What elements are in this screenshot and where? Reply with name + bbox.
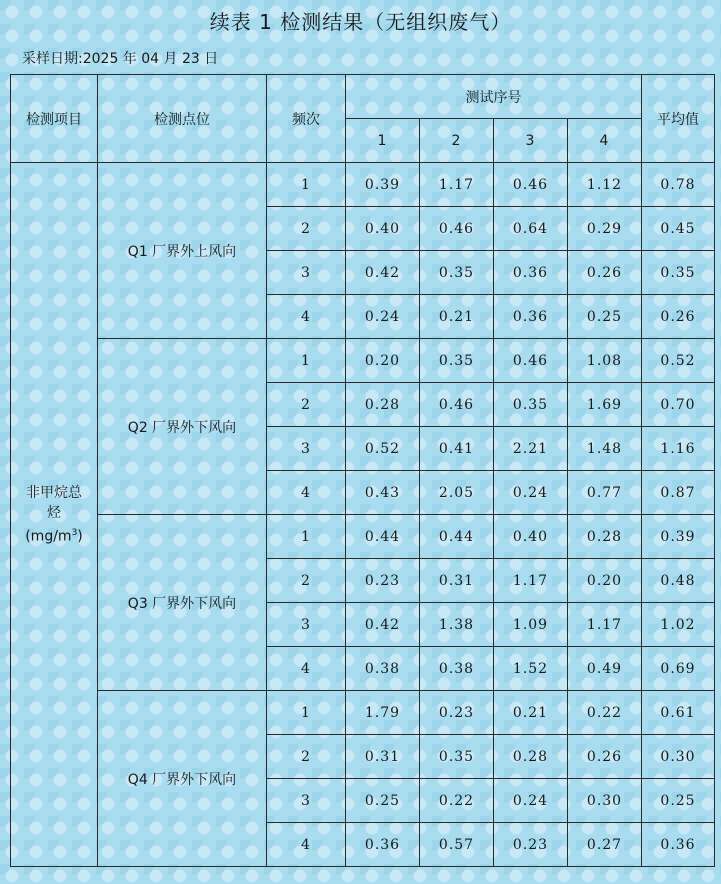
freq-cell: 4 [267,647,346,691]
freq-cell: 4 [267,295,346,339]
freq-cell: 2 [267,383,346,427]
value-cell: 1.08 [568,339,642,383]
value-cell: 0.44 [346,515,420,559]
avg-cell: 1.02 [642,603,715,647]
value-cell: 0.36 [494,295,568,339]
freq-cell: 2 [267,559,346,603]
header-no-3: 3 [494,119,568,163]
avg-cell: 0.48 [642,559,715,603]
value-cell: 0.26 [568,251,642,295]
point-cell: Q3 厂界外下风向 [98,515,267,691]
value-cell: 0.46 [420,383,494,427]
value-cell: 0.24 [346,295,420,339]
item-name-line2: 烃 [47,504,61,521]
value-cell: 0.23 [420,691,494,735]
value-cell: 0.64 [494,207,568,251]
avg-cell: 0.25 [642,779,715,823]
table-row [11,691,715,735]
avg-cell: 0.69 [642,647,715,691]
value-cell: 1.48 [568,427,642,471]
page-title: 续表 1 检测结果（无组织废气） [209,10,512,34]
value-cell: 0.24 [494,471,568,515]
freq-cell: 3 [267,603,346,647]
table-row [11,515,715,559]
value-cell: 1.69 [568,383,642,427]
value-cell: 0.42 [346,603,420,647]
header-freq: 频次 [267,75,346,163]
item-unit-close: ) [77,528,83,545]
point-cell: Q2 厂界外下风向 [98,339,267,515]
value-cell: 0.21 [420,295,494,339]
avg-cell: 1.16 [642,427,715,471]
table-row [11,339,715,383]
table-row [11,163,715,207]
value-cell: 1.17 [494,559,568,603]
avg-cell: 0.87 [642,471,715,515]
value-cell: 0.49 [568,647,642,691]
value-cell: 1.09 [494,603,568,647]
value-cell: 0.22 [420,779,494,823]
value-cell: 0.77 [568,471,642,515]
value-cell: 0.21 [494,691,568,735]
freq-cell: 1 [267,515,346,559]
freq-cell: 4 [267,471,346,515]
avg-cell: 0.61 [642,691,715,735]
value-cell: 0.27 [568,823,642,867]
avg-cell: 0.36 [642,823,715,867]
value-cell: 0.35 [420,339,494,383]
value-cell: 1.12 [568,163,642,207]
value-cell: 0.23 [494,823,568,867]
sampling-date: 采样日期:2025 年 04 月 23 日 [22,51,219,67]
freq-cell: 1 [267,339,346,383]
item-cell [11,163,98,867]
value-cell: 0.39 [346,163,420,207]
value-cell: 0.35 [494,383,568,427]
value-cell: 1.52 [494,647,568,691]
freq-cell: 1 [267,691,346,735]
value-cell: 1.79 [346,691,420,735]
value-cell: 0.30 [568,779,642,823]
item-unit-base: (mg/m [25,528,72,545]
value-cell: 0.41 [420,427,494,471]
value-cell: 2.05 [420,471,494,515]
value-cell: 0.52 [346,427,420,471]
avg-cell: 0.39 [642,515,715,559]
value-cell: 0.31 [420,559,494,603]
value-cell: 2.21 [494,427,568,471]
freq-cell: 3 [267,251,346,295]
value-cell: 0.38 [346,647,420,691]
value-cell: 0.23 [346,559,420,603]
freq-cell: 2 [267,207,346,251]
value-cell: 0.40 [494,515,568,559]
table-body [11,163,715,867]
value-cell: 1.17 [420,163,494,207]
header-item: 检测项目 [11,75,98,163]
point-cell: Q1 厂界外上风向 [98,163,267,339]
value-cell: 0.46 [420,207,494,251]
value-cell: 0.57 [420,823,494,867]
value-cell: 0.29 [568,207,642,251]
value-cell: 0.24 [494,779,568,823]
freq-cell: 3 [267,427,346,471]
freq-cell: 1 [267,163,346,207]
value-cell: 0.28 [494,735,568,779]
header-no-2: 2 [420,119,494,163]
value-cell: 0.31 [346,735,420,779]
avg-cell: 0.45 [642,207,715,251]
value-cell: 0.40 [346,207,420,251]
value-cell: 1.38 [420,603,494,647]
avg-cell: 0.35 [642,251,715,295]
header-avg: 平均值 [642,75,715,163]
value-cell: 0.44 [420,515,494,559]
avg-cell: 0.26 [642,295,715,339]
value-cell: 0.22 [568,691,642,735]
value-cell: 0.20 [568,559,642,603]
point-cell: Q4 厂界外下风向 [98,691,267,867]
value-cell: 0.20 [346,339,420,383]
value-cell: 0.43 [346,471,420,515]
value-cell: 0.26 [568,735,642,779]
value-cell: 1.17 [568,603,642,647]
freq-cell: 2 [267,735,346,779]
avg-cell: 0.78 [642,163,715,207]
freq-cell: 4 [267,823,346,867]
header-test-no: 测试序号 [346,75,642,119]
header-no-4: 4 [568,119,642,163]
avg-cell: 0.52 [642,339,715,383]
value-cell: 0.36 [346,823,420,867]
item-name-line1: 非甲烷总 [26,484,82,501]
avg-cell: 0.30 [642,735,715,779]
value-cell: 0.38 [420,647,494,691]
avg-cell: 0.70 [642,383,715,427]
freq-cell: 3 [267,779,346,823]
value-cell: 0.35 [420,251,494,295]
value-cell: 0.25 [568,295,642,339]
value-cell: 0.42 [346,251,420,295]
value-cell: 0.46 [494,339,568,383]
value-cell: 0.28 [568,515,642,559]
value-cell: 0.25 [346,779,420,823]
header-no-1: 1 [346,119,420,163]
item-unit-sup: 3 [71,527,78,538]
value-cell: 0.46 [494,163,568,207]
value-cell: 0.36 [494,251,568,295]
results-table [10,74,715,867]
item-unit [11,523,97,547]
header-point: 检测点位 [98,75,267,163]
value-cell: 0.28 [346,383,420,427]
value-cell: 0.35 [420,735,494,779]
